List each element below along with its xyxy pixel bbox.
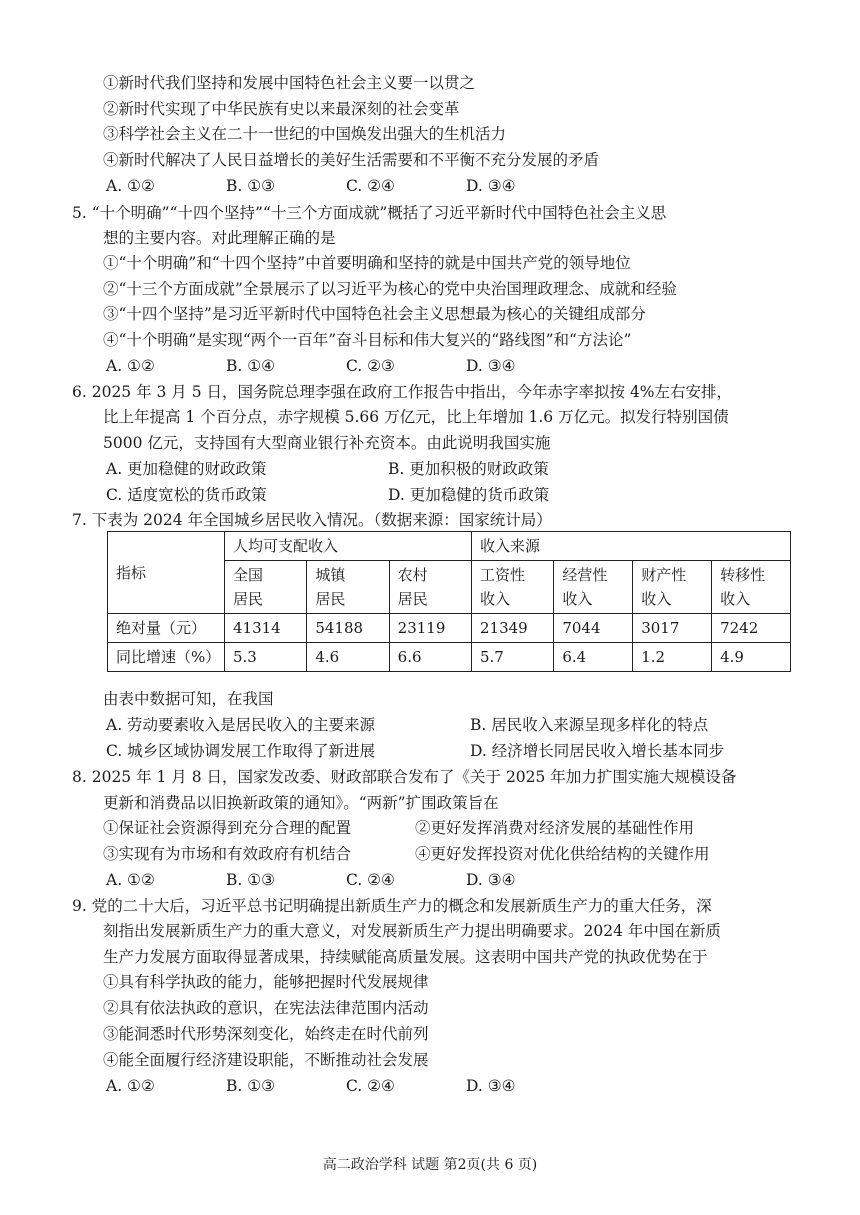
col-header-line: 城镇: [315, 566, 346, 584]
col-header: [225, 561, 307, 614]
q6-stem-line-2: 比上年提高 1 个百分点，赤字规模 5.66 万亿元，比上年增加 1.6 万亿元。拟发行特别国债: [103, 408, 729, 426]
table-cell: 21349: [471, 614, 553, 643]
q5-stem-line-1: 5. “十个明确”“十四个坚持”“十三个方面成就”概括了习近平新时代中国特色社会主义思: [72, 204, 667, 222]
q9-item-1: ①具有科学执政的能力，能够把握时代发展规律: [103, 973, 429, 991]
q9-option-d: D. ③④: [466, 1077, 516, 1095]
q8-option-c: C. ②④: [346, 871, 395, 889]
group-header-disposable-income: 人均可支配收入: [225, 532, 472, 561]
q8-stem-line-2: 更新和消费品以旧换新政策的通知》。“两新”扩围政策旨在: [103, 794, 499, 812]
col-header-line: 居民: [233, 590, 264, 608]
q4-option-a: A. ①②: [106, 177, 155, 195]
q9-item-2: ②具有依法执政的意识，在宪法法律范围内活动: [103, 999, 429, 1017]
q9-stem-line-3: 生产力发展方面取得显著成果，持续赋能高质量发展。这表明中国共产党的执政优势在于: [103, 948, 708, 966]
q4-option-d: D. ③④: [466, 177, 516, 195]
row-label: 绝对量（元）: [108, 614, 225, 643]
q6-stem-line-1: 6. 2025 年 3 月 5 日，国务院总理李强在政府工作报告中指出，今年赤字率拟按 4%左右安排，: [72, 383, 733, 401]
q5-item-3: ③“十四个坚持”是习近平新时代中国特色社会主义思想最为核心的关键组成部分: [103, 305, 646, 323]
group-header-income-source: 收入来源: [471, 532, 790, 561]
q8-item-3: ③实现有为市场和有效政府有机结合: [103, 845, 352, 863]
q5-option-c: C. ②③: [346, 357, 395, 375]
q7-after-table: 由表中数据可知，在我国: [103, 690, 274, 708]
q6-option-a: A. 更加稳健的财政政策: [106, 460, 267, 478]
q8-item-4: ④更好发挥投资对优化供给结构的关键作用: [415, 845, 710, 863]
q8-option-b: B. ①③: [226, 871, 276, 889]
q8-item-1: ①保证社会资源得到充分合理的配置: [103, 819, 352, 837]
income-table: [107, 531, 791, 672]
table-cell: 6.6: [389, 643, 471, 672]
q7-option-b: B. 居民收入来源呈现多样化的特点: [470, 716, 709, 734]
q5-option-b: B. ①④: [226, 357, 276, 375]
col-header: [471, 561, 553, 614]
col-header-line: 全国: [233, 566, 264, 584]
col-header: [712, 561, 791, 614]
table-cell: 41314: [225, 614, 307, 643]
table-row: [108, 614, 791, 643]
col-header-line: 转移性: [720, 566, 766, 584]
col-header: [554, 561, 633, 614]
col-header-line: 居民: [397, 590, 428, 608]
table-cell: 5.3: [225, 643, 307, 672]
q4-item-3: ③科学社会主义在二十一世纪的中国焕发出强大的生机活力: [103, 125, 507, 143]
col-header: [389, 561, 471, 614]
q9-item-3: ③能洞悉时代形势深刻变化，始终走在时代前列: [103, 1025, 429, 1043]
q4-item-4: ④新时代解决了人民日益增长的美好生活需要和不平衡不充分发展的矛盾: [103, 151, 600, 169]
q7-option-d: D. 经济增长同居民收入增长基本同步: [470, 742, 725, 760]
table-cell: 4.9: [712, 643, 791, 672]
page-footer: 高二政治学科 试题 第2页(共 6 页): [322, 1157, 538, 1173]
col-header-line: 收入: [720, 590, 751, 608]
q4-option-c: C. ②④: [346, 177, 395, 195]
col-header-line: 收入: [479, 590, 510, 608]
q9-stem-line-2: 刻指出发展新质生产力的重大意义，对发展新质生产力提出明确要求。2024 年中国在新质: [103, 922, 721, 940]
table-header-row: [108, 532, 791, 561]
col-header-line: 财产性: [641, 566, 687, 584]
q5-option-a: A. ①②: [106, 357, 155, 375]
table-cell: 54188: [307, 614, 389, 643]
q4-item-1: ①新时代我们坚持和发展中国特色社会主义要一以贯之: [103, 74, 476, 92]
q7-stem: 7. 下表为 2024 年全国城乡居民收入情况。（数据来源：国家统计局）: [72, 511, 552, 529]
q6-option-c: C. 适度宽松的货币政策: [106, 486, 267, 504]
q6-option-b: B. 更加积极的财政政策: [388, 460, 549, 478]
q4-option-b: B. ①③: [226, 177, 276, 195]
q5-stem-line-2: 想的主要内容。对此理解正确的是: [103, 229, 336, 247]
col-header-line: 农村: [397, 566, 428, 584]
row-label: 同比增速（%）: [108, 643, 225, 672]
q5-item-1: ①“十个明确”和“十四个坚持”中首要明确和坚持的就是中国共产党的领导地位: [103, 254, 631, 272]
col-header-line: 收入: [562, 590, 593, 608]
q6-stem-line-3: 5000 亿元，支持国有大型商业银行补充资本。由此说明我国实施: [103, 434, 551, 452]
q4-item-2: ②新时代实现了中华民族有史以来最深刻的社会变革: [103, 100, 460, 118]
table-cell: 7044: [554, 614, 633, 643]
q9-option-a: A. ①②: [106, 1077, 155, 1095]
col-header-line: 居民: [315, 590, 346, 608]
q7-option-a: A. 劳动要素收入是居民收入的主要来源: [106, 716, 376, 734]
q9-option-c: C. ②④: [346, 1077, 395, 1095]
q8-option-d: D. ③④: [466, 871, 516, 889]
q8-item-2: ②更好发挥消费对经济发展的基础性作用: [415, 819, 695, 837]
table-cell: 6.4: [554, 643, 633, 672]
q8-stem-line-1: 8. 2025 年 1 月 8 日，国家发改委、财政部联合发布了《关于 2025 年加力扩围实施大规模设备: [72, 768, 737, 786]
q5-item-2: ②“十三个方面成就”全景展示了以习近平为核心的党中央治国理政理念、成就和经验: [103, 280, 677, 298]
col-header: [307, 561, 389, 614]
q9-option-b: B. ①③: [226, 1077, 276, 1095]
q8-option-a: A. ①②: [106, 871, 155, 889]
table-cell: 5.7: [471, 643, 553, 672]
col-header-line: 经营性: [562, 566, 608, 584]
col-header: [633, 561, 712, 614]
indicator-header: 指标: [108, 532, 225, 614]
col-header-line: 收入: [641, 590, 672, 608]
q5-option-d: D. ③④: [466, 357, 516, 375]
table-cell: 7242: [712, 614, 791, 643]
col-header-line: 工资性: [479, 566, 525, 584]
table-cell: 1.2: [633, 643, 712, 672]
q9-item-4: ④能全面履行经济建设职能，不断推动社会发展: [103, 1051, 429, 1069]
q9-stem-line-1: 9. 党的二十大后，习近平总书记明确提出新质生产力的概念和发展新质生产力的重大任务，深: [72, 897, 712, 915]
table-cell: 23119: [389, 614, 471, 643]
table-cell: 4.6: [307, 643, 389, 672]
q6-option-d: D. 更加稳健的货币政策: [388, 486, 550, 504]
q7-option-c: C. 城乡区域协调发展工作取得了新进展: [106, 742, 376, 760]
table-cell: 3017: [633, 614, 712, 643]
q5-item-4: ④“十个明确”是实现“两个一百年”奋斗目标和伟大复兴的“路线图”和“方法论”: [103, 331, 632, 349]
table-row: [108, 643, 791, 672]
